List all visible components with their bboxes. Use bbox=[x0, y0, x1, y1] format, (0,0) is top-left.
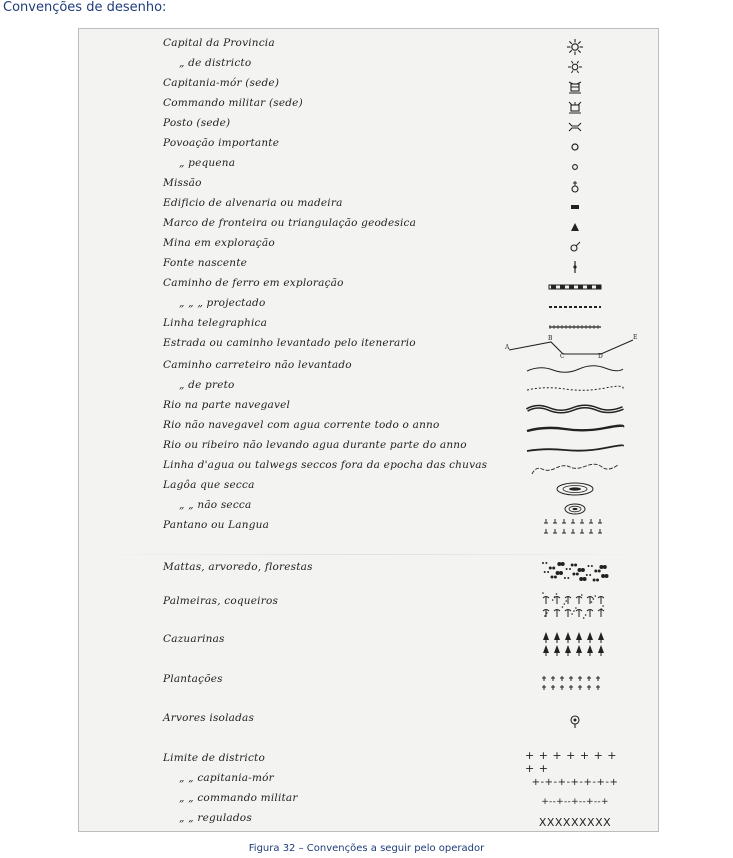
perennial-river-icon bbox=[525, 419, 625, 439]
legend-row bbox=[79, 792, 658, 812]
railway-icon bbox=[548, 277, 602, 297]
legend-label: Estrada ou caminho levantado pelo itenerario bbox=[163, 337, 416, 349]
seasonal-river-icon bbox=[525, 439, 625, 459]
legend-label: „ de preto bbox=[179, 379, 235, 391]
route-letter: B bbox=[548, 335, 553, 342]
legend-row bbox=[79, 399, 658, 419]
command-boundary-icon bbox=[525, 792, 625, 812]
mine-icon bbox=[569, 237, 581, 257]
legend-label: Capital da Provincia bbox=[163, 37, 275, 49]
legend-label: Linha telegraphica bbox=[163, 317, 268, 329]
legend-row bbox=[79, 595, 658, 615]
small-settlement-icon bbox=[570, 157, 580, 177]
legend-label: Linha d'agua ou talwegs seccos fora da epocha das chuvas bbox=[163, 459, 488, 471]
legend-row bbox=[79, 812, 658, 832]
legend-label: Caminho carreteiro não levantado bbox=[163, 359, 352, 371]
boundary-marks-text: + + + + + + + + + bbox=[525, 749, 617, 775]
post-icon bbox=[567, 117, 583, 137]
captaincy-boundary-icon bbox=[525, 772, 625, 792]
legend-row bbox=[79, 772, 658, 792]
legend-label: Cazuarinas bbox=[163, 633, 225, 645]
legend-row bbox=[79, 297, 658, 317]
legend-row bbox=[79, 439, 658, 459]
legend-label: „ „ regulados bbox=[179, 812, 252, 824]
legend-label: Missão bbox=[163, 177, 202, 189]
triangulation-icon bbox=[570, 217, 580, 237]
drying-lake-icon bbox=[553, 479, 597, 499]
military-command-icon bbox=[567, 97, 583, 117]
legend-label: „ „ commando militar bbox=[179, 792, 298, 804]
plantation-icon bbox=[540, 673, 610, 693]
railway-projected-icon bbox=[548, 297, 602, 317]
legend-label: „ pequena bbox=[179, 157, 236, 169]
legend-label: „ „ „ projectado bbox=[179, 297, 266, 309]
legend-row bbox=[79, 673, 658, 693]
legend-label: „ „ não secca bbox=[179, 499, 252, 511]
palm-icon bbox=[540, 595, 610, 615]
legend-label: Mina em exploração bbox=[163, 237, 275, 249]
permanent-lake-icon bbox=[562, 499, 588, 519]
legend-label: Commando militar (sede) bbox=[163, 97, 303, 109]
legend-row bbox=[79, 749, 658, 775]
legend-row bbox=[79, 334, 658, 360]
legend-label: Marco de fronteira ou triangulação geodesica bbox=[163, 217, 417, 229]
legend-label: Limite de districto bbox=[163, 752, 265, 764]
legend-label: Edificio de alvenaria ou madeira bbox=[163, 197, 343, 209]
page-heading: Convenções de desenho: bbox=[3, 0, 167, 15]
legend-label: Mattas, arvoredo, florestas bbox=[163, 561, 313, 573]
legend-row bbox=[79, 519, 658, 539]
legend-label: Lagôa que secca bbox=[163, 479, 255, 491]
district-seat-icon bbox=[567, 57, 583, 77]
legend-label: Capitania-mór (sede) bbox=[163, 77, 280, 89]
legend-row bbox=[79, 197, 658, 217]
legend-label: Rio ou ribeiro não levando agua durante parte do anno bbox=[163, 439, 467, 451]
legend-row bbox=[79, 137, 658, 157]
legend-row bbox=[79, 57, 658, 77]
legend-row bbox=[79, 419, 658, 439]
isolated-tree-icon bbox=[569, 712, 581, 732]
route-letter: A bbox=[505, 344, 510, 351]
mission-icon bbox=[570, 177, 580, 197]
legend-sheet bbox=[78, 28, 659, 832]
legend-label: „ „ capitania-mór bbox=[179, 772, 274, 784]
legend-row bbox=[79, 237, 658, 257]
large-settlement-icon bbox=[570, 137, 580, 157]
legend-row bbox=[79, 117, 658, 137]
legend-row bbox=[79, 77, 658, 97]
legend-row bbox=[79, 257, 658, 277]
navigable-river-icon bbox=[525, 399, 625, 419]
legend-row bbox=[79, 97, 658, 117]
legend-label: Povoação importante bbox=[163, 137, 280, 149]
legend-row bbox=[79, 177, 658, 197]
legend-row bbox=[79, 479, 658, 499]
captaincy-icon bbox=[567, 77, 583, 97]
figure-caption: Figura 32 – Convenções a seguir pelo operador bbox=[248, 843, 485, 854]
route-letter: E bbox=[633, 334, 638, 341]
route-letter: C bbox=[560, 353, 565, 360]
casuarina-icon bbox=[540, 633, 610, 653]
legend-row bbox=[79, 712, 658, 732]
paper-fold bbox=[79, 554, 658, 555]
district-boundary-icon bbox=[525, 749, 625, 775]
forest-icon bbox=[540, 561, 610, 581]
dry-watercourse-icon bbox=[530, 459, 620, 479]
legend-row bbox=[79, 561, 658, 581]
legend-label: Rio na parte navegavel bbox=[163, 399, 291, 411]
spring-icon bbox=[571, 257, 579, 277]
legend-label: Rio não navegavel com agua corrente todo o anno bbox=[163, 419, 440, 431]
legend-label: Arvores isoladas bbox=[163, 712, 255, 724]
legend-row bbox=[79, 217, 658, 237]
boundary-marks-text: XXXXXXXXX bbox=[538, 815, 612, 829]
legend-row bbox=[79, 359, 658, 379]
legend-row bbox=[79, 499, 658, 519]
building-icon bbox=[570, 197, 580, 217]
legend-label: Posto (sede) bbox=[163, 117, 231, 129]
cart-track-icon bbox=[525, 359, 625, 379]
marsh-icon bbox=[540, 519, 610, 539]
legend-row bbox=[79, 459, 658, 479]
legend-row bbox=[79, 277, 658, 297]
legend-row bbox=[79, 37, 658, 57]
boundary-marks-text: +-+-+-+-+-+-+ bbox=[531, 776, 619, 788]
legend-label: „ de districto bbox=[179, 57, 252, 69]
legend-label: Fonte nascente bbox=[163, 257, 248, 269]
footpath-icon bbox=[525, 379, 625, 399]
regulado-boundary-icon bbox=[525, 812, 625, 832]
legend-row bbox=[79, 379, 658, 399]
surveyed-road-icon bbox=[505, 334, 645, 360]
legend-row bbox=[79, 157, 658, 177]
route-letter: D bbox=[598, 353, 603, 360]
legend-label: Pantano ou Langua bbox=[163, 519, 270, 531]
legend-row bbox=[79, 633, 658, 653]
legend-label: Plantações bbox=[163, 673, 223, 685]
boundary-marks-text: +--+--+--+--+ bbox=[541, 797, 609, 807]
legend-label: Caminho de ferro em exploração bbox=[163, 277, 344, 289]
capital-icon bbox=[566, 37, 584, 57]
legend-label: Palmeiras, coqueiros bbox=[163, 595, 279, 607]
